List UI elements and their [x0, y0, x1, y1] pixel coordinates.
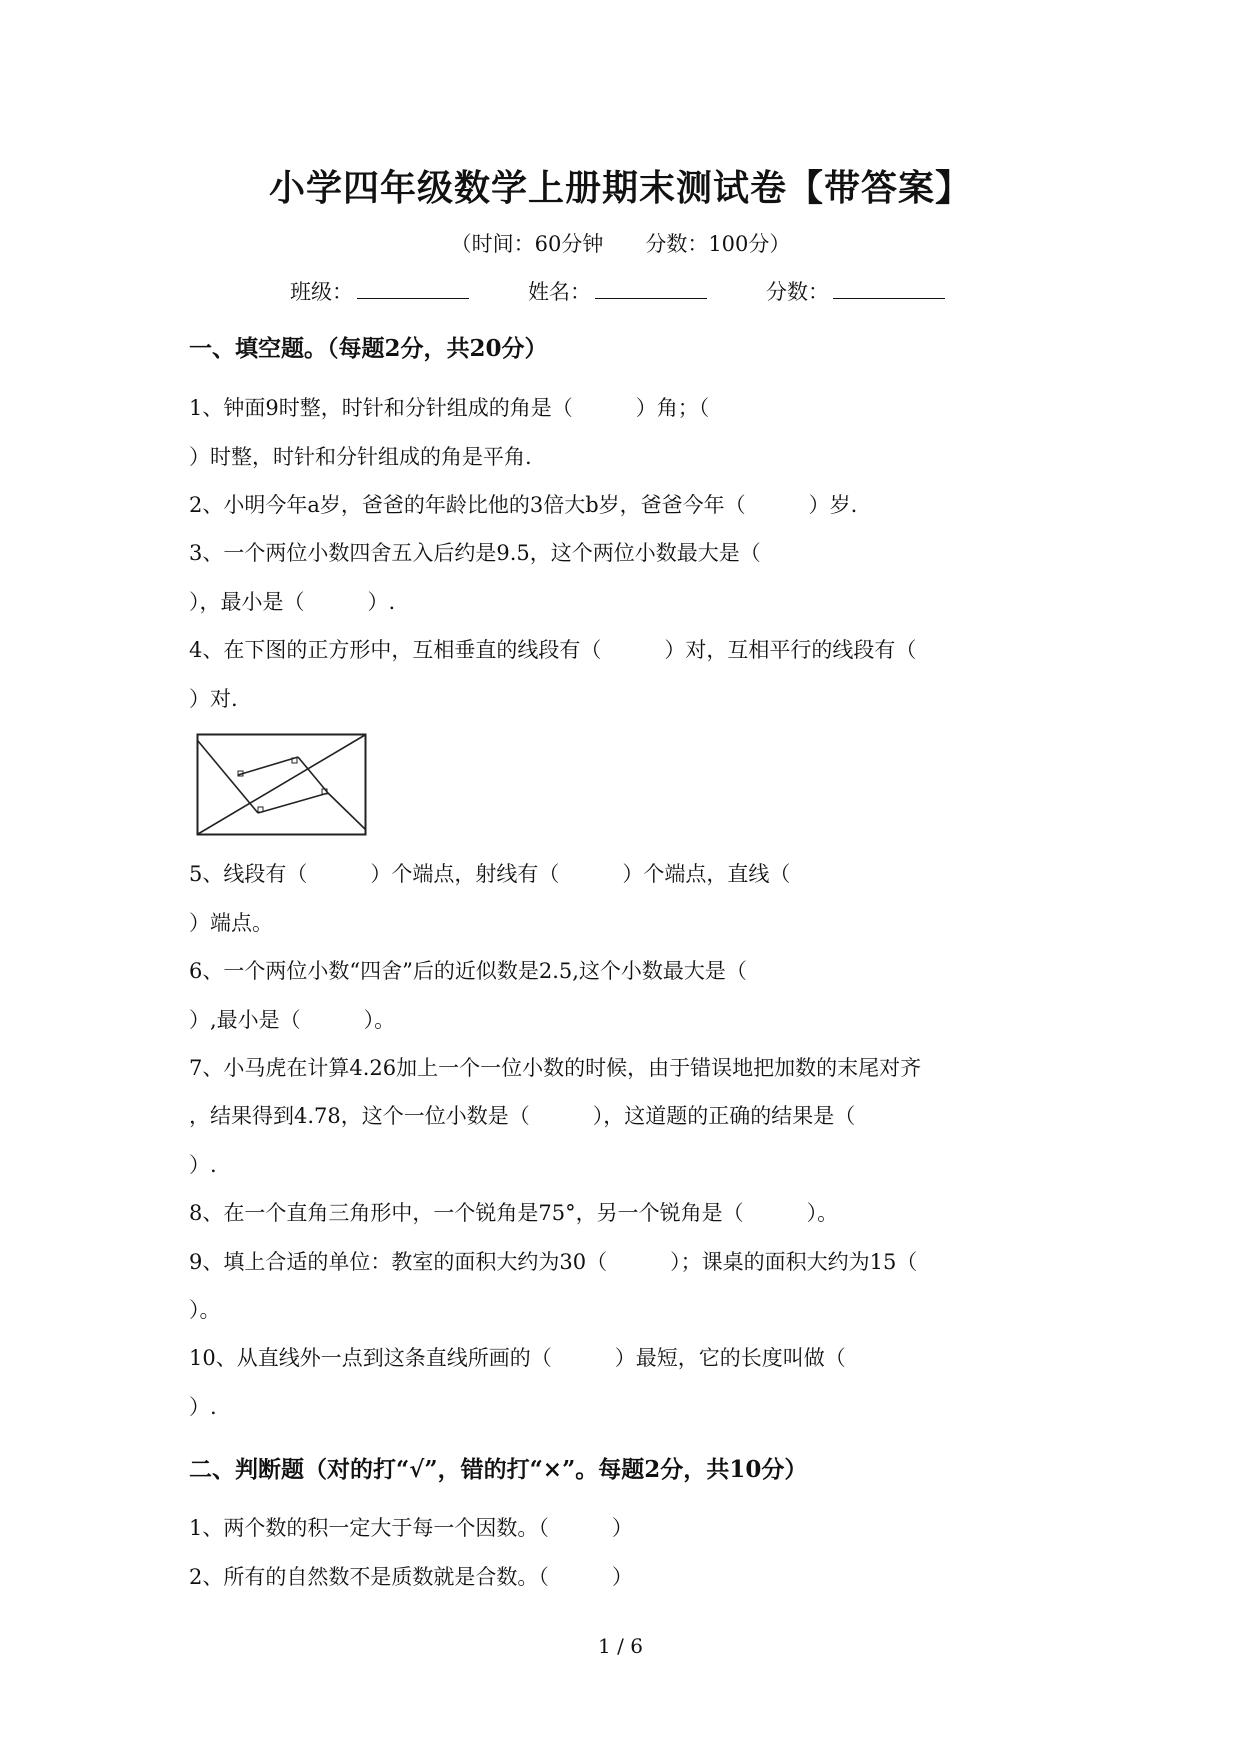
question-line: 2、所有的自然数不是质数就是合数。（ ）	[189, 1565, 633, 1589]
section-1-heading: 一、填空题。（每题2分，共20分）	[189, 335, 548, 362]
section-2-heading: 二、判断题（对的打“√”，错的打“×”。每题2分，共10分）	[189, 1456, 808, 1483]
class-label: 班级：	[290, 280, 353, 304]
name-blank[interactable]	[595, 280, 707, 299]
question-line: ）对.	[189, 687, 238, 711]
question-line: ）端点。	[189, 911, 273, 935]
question-line: ，结果得到4.78，这个一位小数是（ ），这道题的正确的结果是（	[189, 1104, 856, 1128]
exam-time-score: （时间：60分钟 分数：100分）	[450, 232, 791, 256]
question-line: 3、一个两位小数四舍五入后约是9.5，这个两位小数最大是（	[189, 541, 761, 565]
question-line: ）.	[189, 1153, 217, 1177]
question-line: 5、线段有（ ）个端点，射线有（ ）个端点，直线（	[189, 862, 791, 886]
question-line: 7、小马虎在计算4.26加上一个一位小数的时候，由于错误地把加数的末尾对齐	[189, 1056, 922, 1080]
question-line: ）。	[189, 1298, 221, 1322]
question-line: ）时整，时针和分针组成的角是平角.	[189, 445, 532, 469]
question-line: 2、小明今年a岁，爸爸的年龄比他的3倍大b岁，爸爸今年（ ）岁.	[189, 493, 858, 517]
question-line: 1、钟面9时整，时针和分针组成的角是（ ）角；（	[189, 396, 710, 420]
question-line: ）.	[189, 1395, 217, 1419]
name-field	[528, 276, 707, 306]
question-line: ），最小是（ ）.	[189, 590, 396, 614]
question-line: 4、在下图的正方形中，互相垂直的线段有（ ）对，互相平行的线段有（	[189, 638, 917, 662]
name-label: 姓名：	[528, 280, 591, 304]
question-line: ）,最小是（ ）。	[189, 1008, 396, 1032]
question-line: 8、在一个直角三角形中，一个锐角是75°，另一个锐角是（ ）。	[189, 1201, 839, 1225]
score-field	[766, 276, 945, 306]
question-line: 6、一个两位小数“四舍”后的近似数是2.5,这个小数最大是（	[189, 959, 747, 983]
square-figure	[196, 733, 368, 837]
question-line: 1、两个数的积一定大于每一个因数。（ ）	[189, 1516, 633, 1540]
page-title: 小学四年级数学上册期末测试卷【带答案】	[268, 167, 972, 209]
page-number: 1 / 6	[598, 1634, 643, 1658]
score-label: 分数：	[766, 280, 829, 304]
question-line: 10、从直线外一点到这条直线所画的（ ）最短，它的长度叫做（	[189, 1346, 846, 1370]
class-blank[interactable]	[357, 280, 469, 299]
class-field	[290, 276, 469, 306]
question-line: 9、填上合适的单位：教室的面积大约为30（ ）；课桌的面积大约为15（	[189, 1250, 918, 1274]
score-blank[interactable]	[833, 280, 945, 299]
